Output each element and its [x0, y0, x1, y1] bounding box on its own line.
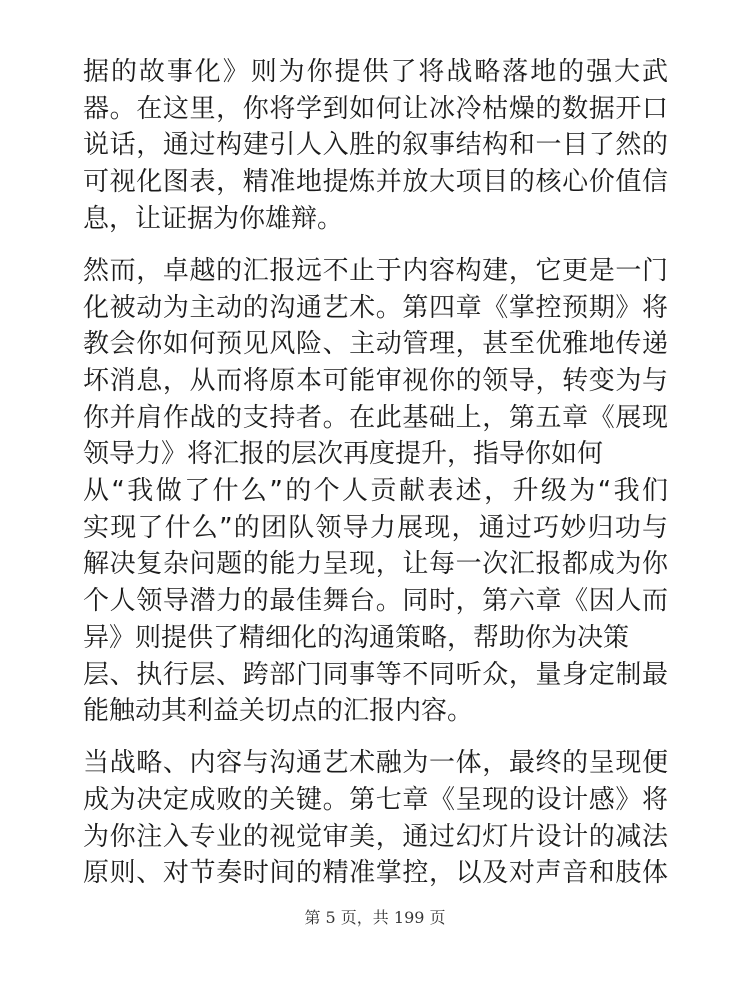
body-line: 据的故事化》则为你提供了将战略落地的强大武	[83, 57, 668, 87]
body-line: 实现了什么”的团队领导力展现，通过巧妙归功与	[83, 512, 668, 543]
body-line: 层、执行层、跨部门同事等不同听众，量身定制最	[83, 659, 668, 690]
body-line: 个人领导潜力的最佳舞台。同时，第六章《因人而	[83, 586, 668, 617]
body-line: 领导力》将汇报的层次再度提升，指导你如何	[83, 439, 604, 470]
body-line: 为你注入专业的视觉审美，通过幻灯片设计的减法	[83, 821, 668, 852]
body-line: 异》则提供了精细化的沟通策略，帮助你为决策	[83, 622, 630, 653]
body-line: 说话，通过构建引人入胜的叙事结构和一目了然的	[83, 130, 668, 161]
body-line: 成为决定成败的关键。第七章《呈现的设计感》将	[83, 785, 668, 816]
body-line: 可视化图表，精准地提炼并放大项目的核心价值信	[83, 167, 668, 198]
page-footer	[0, 906, 750, 930]
body-line: 息，让证据为你雄辩。	[83, 203, 344, 234]
body-line: 化被动为主动的沟通艺术。第四章《掌控预期》将	[83, 292, 668, 323]
page-body	[83, 54, 668, 908]
page-number: 第 5 页，共 199 页	[304, 908, 446, 927]
body-line: 解决复杂问题的能力呈现，让每一次汇报都成为你	[83, 549, 668, 580]
body-line: 然而，卓越的汇报远不止于内容构建，它更是一门	[83, 255, 668, 286]
paragraph-2	[83, 253, 668, 730]
body-line: 从“我做了什么”的个人贡献表述，升级为“我们	[83, 476, 668, 507]
body-line: 坏消息，从而将原本可能审视你的领导，转变为与	[83, 366, 668, 396]
body-line: 原则、对节奏时间的精准掌控，以及对声音和肢体	[83, 858, 668, 889]
body-line: 你并肩作战的支持者。在此基础上，第五章《展现	[83, 402, 668, 433]
body-line: 器。在这里，你将学到如何让冰冷枯燥的数据开口	[83, 93, 668, 124]
body-line: 能触动其利益关切点的汇报内容。	[83, 696, 474, 727]
body-line: 教会你如何预见风险、主动管理，甚至优雅地传递	[83, 329, 668, 360]
paragraph-1	[83, 54, 668, 237]
body-line: 当战略、内容与沟通艺术融为一体，最终的呈现便	[83, 748, 668, 779]
paragraph-3	[83, 745, 668, 892]
